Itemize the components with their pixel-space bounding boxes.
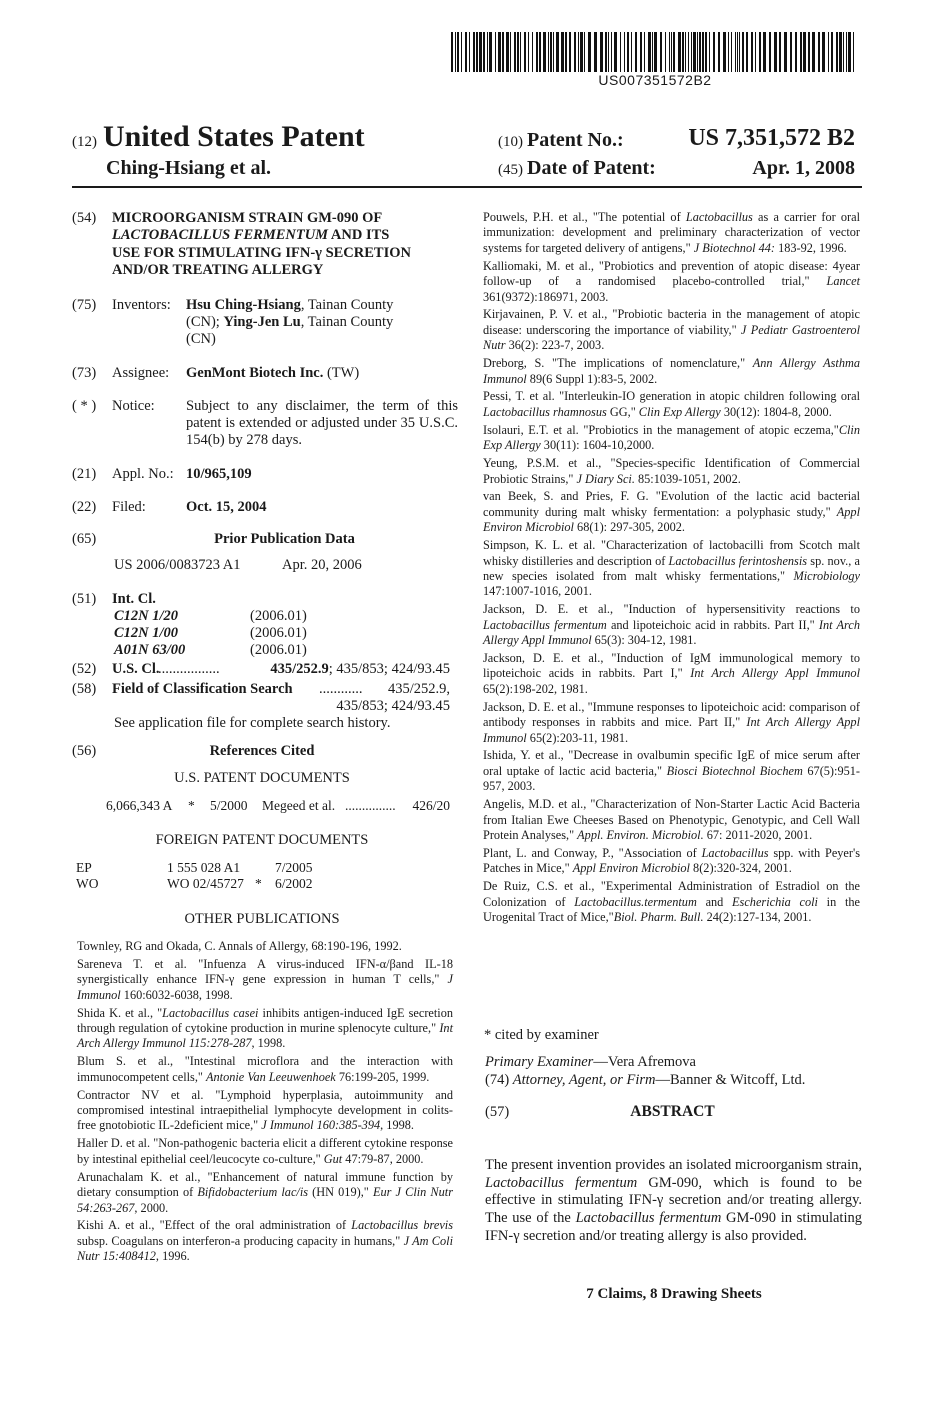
cited-star: * — [188, 798, 195, 813]
barcode-bar — [728, 32, 729, 72]
assignee-value — [186, 365, 458, 382]
barcode-bar — [532, 32, 533, 72]
barcode-bar — [822, 32, 825, 72]
barcode-bar — [713, 32, 715, 72]
publication-entry: Angelis, M.D. et al., "Characterization of Non-Starter Lactic Acid Bacteria from Italian Ewe Cheeses Based on Phenotypic, Genotypic, and Cell Wall Protein Analyses," Appl. Environ. Microbiol. 67: 2011-2020, 2001. — [483, 797, 860, 842]
inid-code: (22) — [72, 499, 97, 515]
publication-entry: De Ruiz, C.S. et al., "Experimental Administration of Estradiol on the Colonization of Lactobacillus.termentum and Escherichia coli in the Urogenital Tract of Mice,"Biol. Pharm. Bull. 24(2):127-134, 2001. — [483, 879, 860, 924]
barcode-bar — [774, 32, 777, 72]
barcode-bar — [495, 32, 496, 72]
barcode-bar — [548, 32, 549, 72]
barcode-bar — [853, 32, 854, 72]
barcode-bar — [784, 32, 787, 72]
barcode-bar — [688, 32, 689, 72]
barcode-bar — [600, 32, 603, 72]
doc-number: WO 02/45727 — [167, 876, 244, 891]
barcode-bar — [543, 32, 546, 72]
doc-class: 426/20 — [412, 798, 450, 813]
date-of-patent-row — [498, 157, 855, 180]
barcode-bar — [620, 32, 621, 72]
publication-entry: Contractor NV et al. "Lymphoid hyperplasia, autoimmunity and compromised intestinal intraepithelial lymphocyte development in colits-free gnotobiotic IL-2deficient mice," J Immunol 160:385-394, 1998. — [77, 1087, 453, 1133]
barcode-bar — [644, 32, 645, 72]
attorney-label: Attorney, Agent, or Firm — [512, 1072, 656, 1088]
inid-code: ( * ) — [72, 398, 97, 414]
notice-text: Subject to any disclaimer, the term of this patent is extended or adjusted under 35 U.S.C. 154(b) by 278 days. — [186, 398, 458, 448]
search-history-note: See application file for complete search history. — [114, 715, 391, 731]
barcode-bar — [723, 32, 726, 72]
abstract-text: The present invention provides an isolated microorganism strain, Lactobacillus fermentum GM-090, which is found to be effective in stimulating IFN-γ secretion and/or treating allergy. The use of the Lactobacillus fermentum GM-090 in stimulating IFN-γ secretion and/or treating allergy is also provided. — [485, 1157, 862, 1244]
inventor-location: , Tainan County — [300, 297, 394, 313]
barcode-bar — [539, 32, 541, 72]
barcode-bar — [669, 32, 670, 72]
barcode-bar — [709, 32, 710, 72]
barcode-bar — [461, 32, 462, 72]
barcode-bar — [627, 32, 629, 72]
barcode-bar — [469, 32, 470, 72]
barcode-bar — [517, 32, 519, 72]
barcode-bar — [489, 32, 492, 72]
title-line — [112, 227, 457, 244]
barcode-bar — [731, 32, 732, 72]
barcode-bar — [652, 32, 653, 72]
barcode-number: US007351572B2 — [598, 72, 712, 88]
invention-title — [112, 210, 457, 279]
appl-no-label: Appl. No.: — [112, 466, 174, 482]
us-cl-primary: 435/252.9 — [270, 661, 329, 677]
barcode-bar — [451, 32, 453, 72]
barcode-bar — [556, 32, 559, 72]
int-cl-row — [114, 642, 414, 659]
assignee-location: (TW) — [323, 365, 360, 381]
field-of-search-value: 435/853; 424/93.45 — [336, 698, 450, 714]
first-inventor-heading: Ching-Hsiang et al. — [106, 157, 272, 179]
inventor-country: (CN); — [186, 314, 224, 330]
doc-date: 7/2005 — [275, 860, 313, 875]
barcode-bar — [800, 32, 802, 72]
references-cited-heading: References Cited — [209, 743, 315, 759]
barcode — [451, 32, 857, 72]
inventors-value — [186, 297, 458, 348]
barcode-bar — [614, 32, 617, 72]
publication-entry: Sareneva T. et al. "Infuenza A virus-induced IFN-α/βand IL-18 synergistically enhance IFN-γ gene expression in human T cells," J Immunol 160:6032-6038, 1998. — [77, 956, 453, 1002]
filed-date: Oct. 15, 2004 — [186, 499, 267, 515]
barcode-bar — [818, 32, 820, 72]
us-cl-secondary: ; 435/853; 424/93.45 — [328, 661, 450, 677]
barcode-bar — [843, 32, 844, 72]
barcode-bar — [635, 32, 637, 72]
header-divider — [72, 186, 862, 188]
barcode-bar — [457, 32, 459, 72]
prior-publication-number: US 2006/0083723 A1 — [114, 557, 241, 573]
inid-code: (58) — [72, 681, 97, 697]
barcode-bar — [648, 32, 651, 72]
barcode-bar — [673, 32, 675, 72]
barcode-bar — [671, 32, 672, 72]
publication-entry: van Beek, S. and Pries, F. G. "Evolution of the lactic acid bacterial community during malt whisky fermentation: a polyphasic study," Appl Environ Microbiol 68(1): 297-305, 2002. — [483, 489, 860, 535]
title-rest: AND ITS — [328, 227, 390, 244]
us-patent-docs-heading: U.S. PATENT DOCUMENTS — [174, 770, 350, 786]
int-cl-code: C12N 1/20 — [114, 608, 179, 624]
barcode-bar — [624, 32, 625, 72]
barcode-bar — [735, 32, 736, 72]
barcode-bar — [550, 32, 552, 72]
title-line: MICROORGANISM STRAIN GM-090 OF — [112, 210, 383, 226]
barcode-bar — [640, 32, 642, 72]
inid-code: (10) — [498, 134, 523, 150]
barcode-bar — [759, 32, 761, 72]
doc-number: 1 555 028 A1 — [167, 860, 241, 875]
barcode-bar — [812, 32, 815, 72]
barcode-bar — [755, 32, 756, 72]
inventor-location: , Tainan County — [300, 314, 394, 330]
doc-country: EP — [76, 860, 92, 875]
barcode-bar — [553, 32, 554, 72]
inid-code: (45) — [498, 162, 523, 178]
barcode-bar — [763, 32, 766, 72]
field-of-search-value: 435/252.9, — [387, 681, 450, 697]
publication-entry: Kishi A. et al., "Effect of the oral administration of Lactobacillus brevis subsp. Coagulans on interferon-a producing capacity in humans," J Am Coli Nutr 15:408412, 1996. — [77, 1218, 454, 1264]
publication-entry: Jackson, D. E. et al., "Induction of hypersensitivity reactions to Lactobacillus fermentum and lipoteichoic acid in rabbits. Part II," Int Arch Allergy Appl Immunol 65(3): 304-12, 1981. — [483, 602, 860, 648]
barcode-bar — [569, 32, 571, 72]
int-cl-list — [114, 608, 414, 659]
primary-examiner — [485, 1054, 696, 1071]
barcode-bar — [654, 32, 657, 72]
inid-code: (73) — [72, 365, 97, 381]
patent-number: US 7,351,572 B2 — [688, 125, 855, 151]
barcode-bar — [502, 32, 504, 72]
publication-entry: Pouwels, P.H. et al., "The potential of Lactobacillus as a carrier for oral immunization: development and preliminary characterization of vector systems for targeted delivery of antigens," J Biotechnol 44: 183-92, 1996. — [483, 210, 860, 255]
barcode-bar — [631, 32, 632, 72]
barcode-bar — [839, 32, 842, 72]
publication-entry: Blum S. et al., "Intestinal microflora and the interaction with immunocompetent cells," Antonie Van Leeuwenhoek 76:199-205, 1999. — [77, 1054, 453, 1084]
barcode-bar — [580, 32, 583, 72]
publication-entry: Simpson, K. L. et al. "Characterization of lactobacilli from Scotch malt whisky distilleries and description of Lactobacillus ferintoshensis sp. nov., a new species isolated from malt whisky fermentations," Microbiology 147:1007-1016, 2001. — [483, 538, 860, 599]
patent-number-row — [498, 125, 855, 152]
barcode-bar — [682, 32, 684, 72]
title-line: AND/OR TREATING ALLERGY — [112, 261, 324, 278]
barcode-bar — [574, 32, 576, 72]
publication-entry: Ishida, Y. et al., "Decrease in ovalbumin specific IgE of mice serum after oral uptake of lactic acid bacteria," Biosci Biotechnol Biochem 67(5):951-957, 2003. — [483, 748, 860, 794]
patent-type-heading — [72, 120, 365, 154]
inventor-name: Ying-Jen Lu — [223, 314, 301, 330]
assignee-label: Assignee: — [112, 365, 170, 381]
inid-code: (65) — [72, 531, 97, 547]
publication-entry: Shida K. et al., "Lactobacillus casei inhibits antigen-induced IgE secretion through regulation of cytokine production in murine splenocyte culture," Int Arch Allergy Immunol 115:278-287, 1998. — [77, 1005, 453, 1051]
other-publications-heading: OTHER PUBLICATIONS — [184, 911, 340, 927]
doc-name: Megeed et al. — [262, 798, 336, 813]
barcode-bar — [678, 32, 681, 72]
barcode-bar — [718, 32, 720, 72]
attorney-line — [485, 1072, 805, 1089]
barcode-bar — [848, 32, 851, 72]
date-of-patent-label: Date of Patent: — [527, 157, 656, 179]
prior-publication-heading: Prior Publication Data — [214, 531, 355, 547]
cited-by-examiner-note: * cited by examiner — [484, 1027, 599, 1043]
barcode-bar — [588, 32, 591, 72]
prior-publication-date: Apr. 20, 2006 — [282, 557, 362, 573]
publication-entry: Dreborg, S. "The implications of nomenclature," Ann Allergy Asthma Immunol 89(6 Suppl 1):83-5, 2002. — [483, 356, 860, 386]
barcode-bar — [779, 32, 781, 72]
barcode-bar — [608, 32, 609, 72]
title-italic: LACTOBACILLUS FERMENTUM — [112, 227, 329, 244]
publication-entry: Haller D. et al. "Non-pathogenic bacteria elicit a different cytokine response by intestinal epithelial ceel/leucocyte co-culture," Gut 47:79-87, 2000. — [77, 1136, 453, 1166]
inid-code: (52) — [72, 661, 97, 677]
barcode-bar — [831, 32, 833, 72]
filed-label: Filed: — [112, 499, 146, 515]
barcode-bar — [665, 32, 666, 72]
barcode-bar — [742, 32, 744, 72]
appl-no-value: 10/965,109 — [186, 466, 252, 482]
publication-entry: Jackson, D. E. et al., "Immune responses to lipoteichoic acid: comparison of antibody responses in rabbits and mice. Part II," Int Arch Allergy Appl Immunol 65(2):203-11, 1981. — [483, 699, 860, 745]
barcode-bar — [483, 32, 485, 72]
int-cl-version: (2006.01) — [250, 608, 307, 624]
barcode-bar — [795, 32, 797, 72]
notice-label: Notice: — [112, 398, 155, 414]
barcode-bar — [660, 32, 662, 72]
leader-dots: ................. — [158, 661, 220, 677]
barcode-bar — [455, 32, 456, 72]
int-cl-row — [114, 608, 414, 625]
barcode-bar — [746, 32, 748, 72]
publication-entry: Townley, RG and Okada, C. Annals of Allergy, 68:190-196, 1992. — [77, 939, 402, 953]
barcode-bar — [702, 32, 704, 72]
other-publications-list — [77, 939, 453, 1267]
cited-star: * — [255, 876, 262, 891]
int-cl-code: A01N 63/00 — [114, 642, 186, 658]
foreign-patent-docs-heading: FOREIGN PATENT DOCUMENTS — [155, 832, 369, 848]
barcode-bar — [697, 32, 698, 72]
abstract-heading: ABSTRACT — [630, 1103, 715, 1120]
barcode-bar — [473, 32, 475, 72]
date-of-patent: Apr. 1, 2008 — [752, 157, 855, 179]
inid-code: (74) — [485, 1072, 510, 1088]
barcode-bar — [751, 32, 753, 72]
publication-entry: Pessi, T. et al. "Interleukin-IO generation in atopic children following oral Lactobacillus rhamnosus GG," Clin Exp Allergy 30(12): 1804-8, 2000. — [483, 389, 860, 419]
barcode-bar — [536, 32, 538, 72]
barcode-bar — [769, 32, 771, 72]
patent-title-banner: United States Patent — [103, 120, 365, 153]
barcode-bar — [528, 32, 529, 72]
examiner-name: —Vera Afremova — [593, 1054, 696, 1070]
claims-summary: 7 Claims, 8 Drawing Sheets — [586, 1286, 762, 1302]
publication-entry: Isolauri, E.T. et al. "Probiotics in the management of atopic eczema,"Clin Exp Allergy 30(11): 1604-10,2000. — [483, 422, 860, 453]
foreign-doc-row — [72, 875, 457, 891]
barcode-bar — [691, 32, 692, 72]
barcode-bar — [699, 32, 701, 72]
barcode-bar — [561, 32, 564, 72]
inid-code: (57) — [485, 1104, 510, 1120]
barcode-bar — [487, 32, 488, 72]
doc-date: 5/2000 — [210, 798, 248, 813]
publication-entry: Yeung, P.S.M. et al., "Species-specific Identification of Commercial Probiotic Strains," J Diary Sci. 85:1039-1051, 2002. — [483, 456, 860, 486]
patent-number-label: Patent No.: — [527, 129, 624, 151]
us-cl-label: U.S. Cl. — [112, 661, 160, 677]
barcode-bar — [693, 32, 696, 72]
publication-entry: Plant, L. and Conway, P., "Association of Lactobacillus spp. with Peyer's Patches in Mice," Appl Environ Microbiol 8(2):320-324, 2001. — [483, 845, 860, 876]
assignee-name: GenMont Biotech Inc. — [186, 365, 324, 381]
inventors-label: Inventors: — [112, 297, 171, 313]
barcode-bar — [584, 32, 585, 72]
inventor-name: Hsu Ching-Hsiang — [186, 297, 301, 313]
int-cl-version: (2006.01) — [250, 642, 307, 658]
barcode-bar — [808, 32, 810, 72]
barcode-bar — [520, 32, 521, 72]
leader-dots: ............ — [319, 681, 363, 697]
barcode-bar — [506, 32, 509, 72]
int-cl-row — [114, 625, 414, 642]
barcode-bar — [739, 32, 740, 72]
doc-country: WO — [76, 876, 99, 891]
barcode-bar — [594, 32, 597, 72]
barcode-bar — [611, 32, 612, 72]
publication-entry: Kalliomaki, M. et al., "Probiotics and prevention of atopic disease: 4year follow-up of a randomised placebo-controlled trial," Lancet 361(9372):186971, 2003. — [483, 258, 860, 304]
doc-date: 6/2002 — [275, 876, 313, 891]
barcode-bar — [476, 32, 478, 72]
barcode-bar — [705, 32, 707, 72]
barcode-bar — [685, 32, 686, 72]
int-cl-version: (2006.01) — [250, 625, 307, 641]
barcode-bar — [836, 32, 838, 72]
inid-code: (56) — [72, 743, 97, 759]
barcode-bar — [846, 32, 847, 72]
inid-code: (21) — [72, 466, 97, 482]
barcode-bar — [578, 32, 579, 72]
barcode-bar — [510, 32, 511, 72]
inid-code: (54) — [72, 210, 97, 226]
int-cl-label: Int. Cl. — [112, 591, 156, 607]
barcode-bar — [828, 32, 829, 72]
title-line: USE FOR STIMULATING IFN-γ SECRETION — [112, 244, 411, 261]
inventor-country: (CN) — [186, 331, 216, 347]
inid-code: (12) — [72, 134, 97, 150]
field-of-search-label: Field of Classification Search — [112, 681, 293, 697]
barcode-bar — [465, 32, 467, 72]
barcode-bar — [479, 32, 482, 72]
attorney-name: —Banner & Witcoff, Ltd. — [655, 1072, 806, 1088]
barcode-bar — [524, 32, 526, 72]
int-cl-code: C12N 1/00 — [114, 625, 179, 641]
publication-entry: Jackson, D. E. et al., "Induction of IgM immunological memory to lipoteichoic acids in rabbits. Part I," Int Arch Allergy Appl Immunol 65(2):198-202, 1981. — [483, 650, 860, 696]
foreign-doc-row — [72, 859, 457, 875]
barcode-bar — [737, 32, 738, 72]
examiner-label: Primary Examiner — [485, 1054, 594, 1070]
barcode-bar — [498, 32, 501, 72]
barcode-bar — [565, 32, 567, 72]
inid-code: (51) — [72, 591, 97, 607]
other-publications-continued — [483, 210, 860, 928]
barcode-bar — [605, 32, 607, 72]
barcode-bar — [803, 32, 806, 72]
barcode-bar — [790, 32, 792, 72]
publication-entry: Arunachalam K. et al., "Enhancement of natural immune function by dietary consumption of Bifidobacterium lac/is (HN 019)," Eur J Clin Nutr 54:263-267, 2000. — [77, 1169, 453, 1215]
doc-number: 6,066,343 A — [106, 798, 173, 813]
inid-code: (75) — [72, 297, 97, 313]
barcode-bar — [514, 32, 516, 72]
leader-dots: ............... — [345, 798, 396, 813]
publication-entry: Kirjavainen, P. V. et al., "Probiotic bacteria in the management of atopic disease: underscoring the importance of viability," J Pediatr Gastroenterol Nutr 36(2): 223-7, 2003. — [483, 307, 860, 353]
